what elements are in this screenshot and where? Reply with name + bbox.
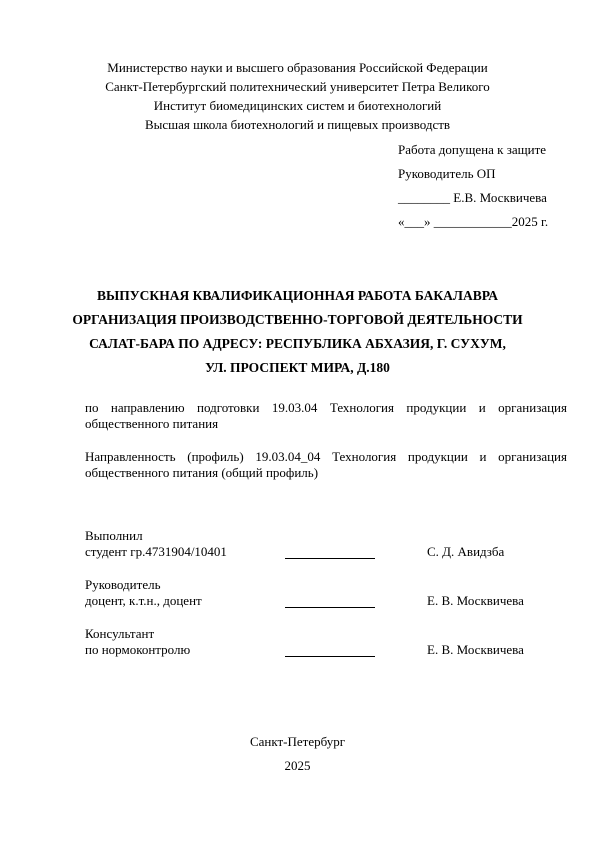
signer-consultant [85, 626, 565, 675]
ministry-line: Министерство науки и высшего образования Российской Федерации [107, 60, 488, 75]
signature-line [285, 544, 375, 559]
signer-role: Консультант [85, 626, 155, 641]
institute-line: Институт биомедицинских систем и биотехнологий [153, 98, 442, 113]
study-profile [85, 449, 567, 481]
school-line: Высшая школа биотехнологий и пищевых производств [144, 117, 451, 132]
signer-position: студент гр.4731904/10401 [85, 544, 227, 559]
institution-header [0, 58, 595, 134]
thesis-topic-line1: ОРГАНИЗАЦИЯ ПРОИЗВОДСТВЕННО-ТОРГОВОЙ ДЕЯТЕЛЬНОСТИ [72, 312, 523, 327]
university-line: Санкт-Петербургский политехнический университет Петра Великого [105, 79, 490, 94]
thesis-topic-line2: САЛАТ-БАРА ПО АДРЕСУ: РЕСПУБЛИКА АБХАЗИЯ, Г. СУХУМ, [89, 336, 506, 351]
signer-role: Выполнил [85, 528, 143, 543]
direction-line1: по направлению подготовки 19.03.04 Технология продукции и организация [85, 400, 567, 415]
signer-position: по нормоконтролю [85, 642, 191, 657]
signer-student [85, 528, 565, 577]
approval-head-signature: ________ Е.В. Москвичева [398, 190, 547, 205]
signer-role: Руководитель [85, 577, 161, 592]
signer-supervisor [85, 577, 565, 626]
signers-block [85, 528, 565, 675]
signature-line [285, 593, 375, 608]
year: 2025 [284, 758, 311, 773]
signer-name: Е. В. Москвичева [427, 593, 524, 608]
approval-head-title: Руководитель ОП [398, 166, 496, 181]
approval-admitted: Работа допущена к защите [398, 142, 547, 157]
thesis-title [0, 284, 595, 380]
thesis-topic-line3: УЛ. ПРОСПЕКТ МИРА, Д.180 [205, 360, 390, 375]
profile-line2: общественного питания (общий профиль) [85, 465, 319, 480]
signer-name: Е. В. Москвичева [427, 642, 524, 657]
direction-line2: общественного питания [85, 416, 219, 431]
thesis-type: ВЫПУСКНАЯ КВАЛИФИКАЦИОННАЯ РАБОТА БАКАЛАВРА [96, 288, 499, 303]
study-direction [85, 400, 567, 432]
city: Санкт-Петербург [249, 734, 346, 749]
place-and-year [0, 730, 595, 778]
approval-block [398, 138, 548, 234]
signer-position: доцент, к.т.н., доцент [85, 593, 202, 608]
profile-line1: Направленность (профиль) 19.03.04_04 Технология продукции и организация [85, 449, 567, 464]
signer-name: С. Д. Авидзба [427, 544, 505, 559]
signature-line [285, 642, 375, 657]
approval-date: «___» ____________2025 г. [398, 214, 549, 229]
